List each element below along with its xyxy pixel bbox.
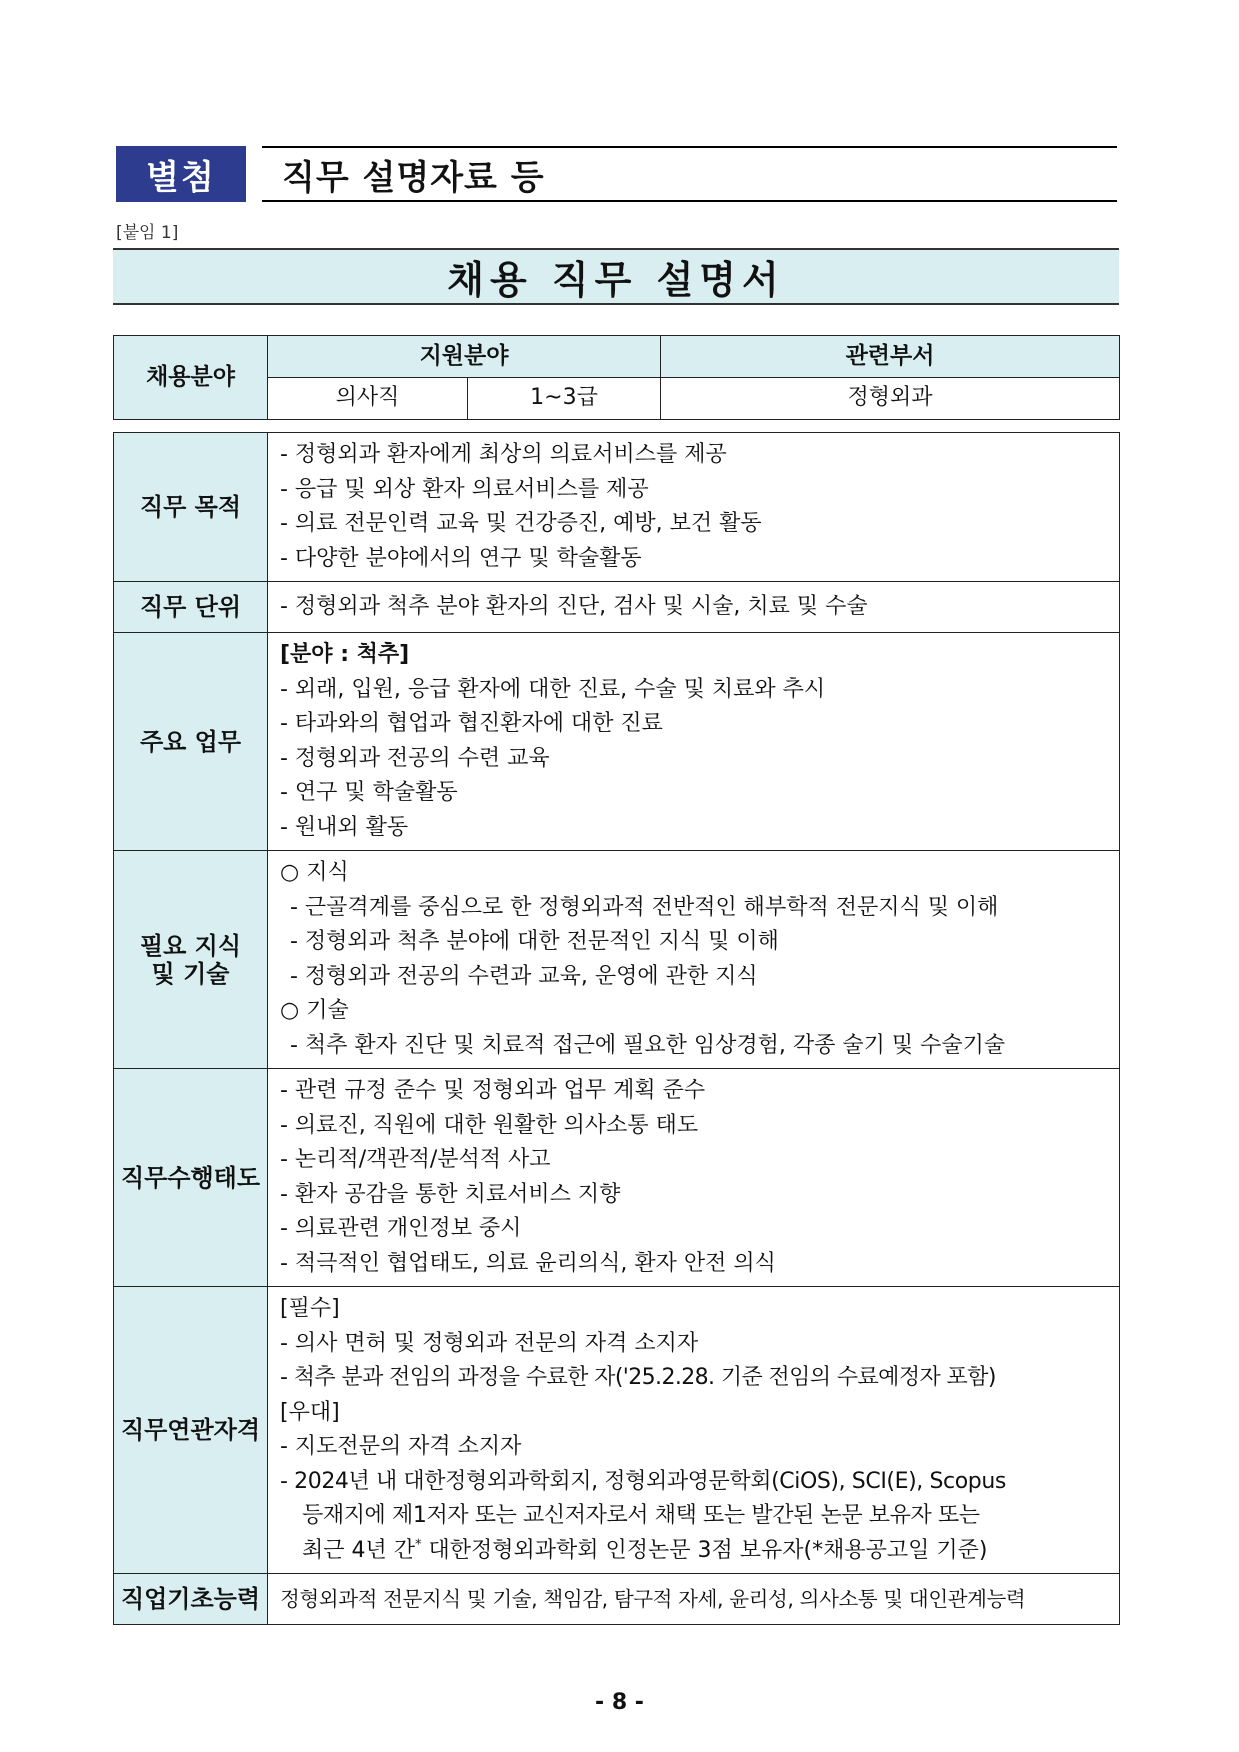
list-item: - 정형외과 환자에게 최상의 의료서비스를 제공 <box>280 442 727 467</box>
row-content-job-purpose <box>268 433 1120 582</box>
job-description-table <box>113 432 1120 1625</box>
row-label-work-attitude: 직무수행태도 <box>114 1069 268 1287</box>
list-item: - 정형외과 척추 분야에 대한 전문적인 지식 및 이해 <box>290 929 779 954</box>
appendix-badge: 별첨 <box>116 146 246 202</box>
attachment-label: [붙임 1] <box>116 223 179 243</box>
row-label-job-unit: 직무 단위 <box>114 582 268 633</box>
list-item: - 외래, 입원, 응급 환자에 대한 진료, 수술 및 치료와 추시 <box>280 676 826 702</box>
list-item: - 응급 및 외상 환자 의료서비스를 제공 <box>280 476 649 502</box>
list-item: - 정형외과 전공의 수련과 교육, 운영에 관한 지식 <box>290 963 758 989</box>
row-label-required-knowledge <box>114 851 268 1069</box>
subsection-heading: ○ 기술 <box>280 998 349 1023</box>
list-item: - 원내외 활동 <box>280 814 409 840</box>
list-item: - 정형외과 척추 분야 환자의 진단, 검사 및 시술, 치료 및 수술 <box>280 593 868 619</box>
row-content-job-unit <box>268 582 1120 633</box>
table-row <box>114 633 1120 851</box>
text-segment: 최근 4년 간 <box>302 1537 415 1563</box>
label-line: 및 기술 <box>151 959 230 988</box>
grade-cell: 1~3급 <box>468 378 661 420</box>
list-item: - 의료 전문인력 교육 및 건강증진, 예방, 보건 활동 <box>280 511 762 536</box>
label-line: 필요 지식 <box>139 931 242 960</box>
row-content-basic-competency <box>268 1574 1120 1625</box>
list-item-continuation <box>280 1534 1109 1569</box>
list-item: - 척추 환자 진단 및 치료적 접근에 필요한 임상경험, 각종 술기 및 수술기술 <box>290 1032 1006 1058</box>
row-content-required-knowledge <box>268 851 1120 1069</box>
list-item: - 논리적/객관적/분석적 사고 <box>280 1147 551 1172</box>
recruitment-summary-table <box>113 335 1120 420</box>
list-item: - 정형외과 전공의 수련 교육 <box>280 745 550 771</box>
row-content-main-duties <box>268 633 1120 851</box>
document-title: 채용 직무 설명서 <box>113 248 1119 305</box>
footnote-marker: * <box>415 1537 422 1553</box>
job-type-cell: 의사직 <box>268 378 468 420</box>
table-row <box>114 1574 1120 1625</box>
list-item: - 적극적인 협업태도, 의료 윤리의식, 환자 안전 의식 <box>280 1250 776 1276</box>
subsection-heading: ○ 지식 <box>280 860 349 885</box>
page-number: - 8 - <box>595 1690 644 1715</box>
list-item: - 관련 규정 준수 및 정형외과 업무 계획 준수 <box>280 1078 706 1103</box>
row-label-job-purpose: 직무 목적 <box>114 433 268 582</box>
list-item: - 환자 공감을 통한 치료서비스 지향 <box>280 1181 621 1207</box>
list-item: - 척추 분과 전임의 과정을 수료한 자('25.2.28. 기준 전임의 수료예정자 포함) <box>280 1365 996 1390</box>
subsection-heading: [필수] <box>280 1296 340 1321</box>
section-heading: 직무 설명자료 등 <box>262 146 1117 202</box>
related-dept-header: 관련부서 <box>661 336 1120 378</box>
subsection-heading: [분야 : 척추] <box>280 642 410 667</box>
table-row <box>114 851 1120 1069</box>
table-row <box>114 433 1120 582</box>
subsection-heading: [우대] <box>280 1399 340 1425</box>
row-label-main-duties: 주요 업무 <box>114 633 268 851</box>
text-segment: 대한정형외과학회 인정논문 3점 보유자(*채용공고일 기준) <box>421 1537 988 1563</box>
list-item: - 타과와의 협업과 협진환자에 대한 진료 <box>280 711 663 736</box>
support-field-header: 지원분야 <box>268 336 661 378</box>
table-row <box>114 582 1120 633</box>
list-item: - 다양한 분야에서의 연구 및 학술활동 <box>280 545 642 571</box>
list-item: - 의료진, 직원에 대한 원활한 의사소통 태도 <box>280 1112 699 1138</box>
list-item: - 근골격계를 중심으로 한 정형외과적 전반적인 해부학적 전문지식 및 이해 <box>290 894 999 920</box>
list-item: - 지도전문의 자격 소지자 <box>280 1434 522 1459</box>
row-label-qualifications: 직무연관자격 <box>114 1287 268 1574</box>
list-item-continuation: 등재지에 제1저자 또는 교신저자로서 채택 또는 발간된 논문 보유자 또는 <box>302 1503 980 1528</box>
table-row <box>114 1287 1120 1574</box>
department-cell: 정형외과 <box>661 378 1120 420</box>
recruitment-field-label: 채용분야 <box>114 336 268 420</box>
list-item: 정형외과적 전문지식 및 기술, 책임감, 탐구적 자세, 윤리성, 의사소통 및 대인관계능력 <box>280 1586 1026 1611</box>
list-item: - 2024년 내 대한정형외과학회지, 정형외과영문학회(CiOS), SCI(E), Scopus <box>280 1468 1006 1494</box>
list-item: - 의사 면허 및 정형외과 전문의 자격 소지자 <box>280 1330 699 1356</box>
list-item: - 의료관련 개인정보 중시 <box>280 1216 522 1241</box>
table-row <box>114 1069 1120 1287</box>
row-label-basic-competency: 직업기초능력 <box>114 1574 268 1625</box>
list-item: - 연구 및 학술활동 <box>280 780 458 805</box>
row-content-work-attitude <box>268 1069 1120 1287</box>
row-content-qualifications <box>268 1287 1120 1574</box>
